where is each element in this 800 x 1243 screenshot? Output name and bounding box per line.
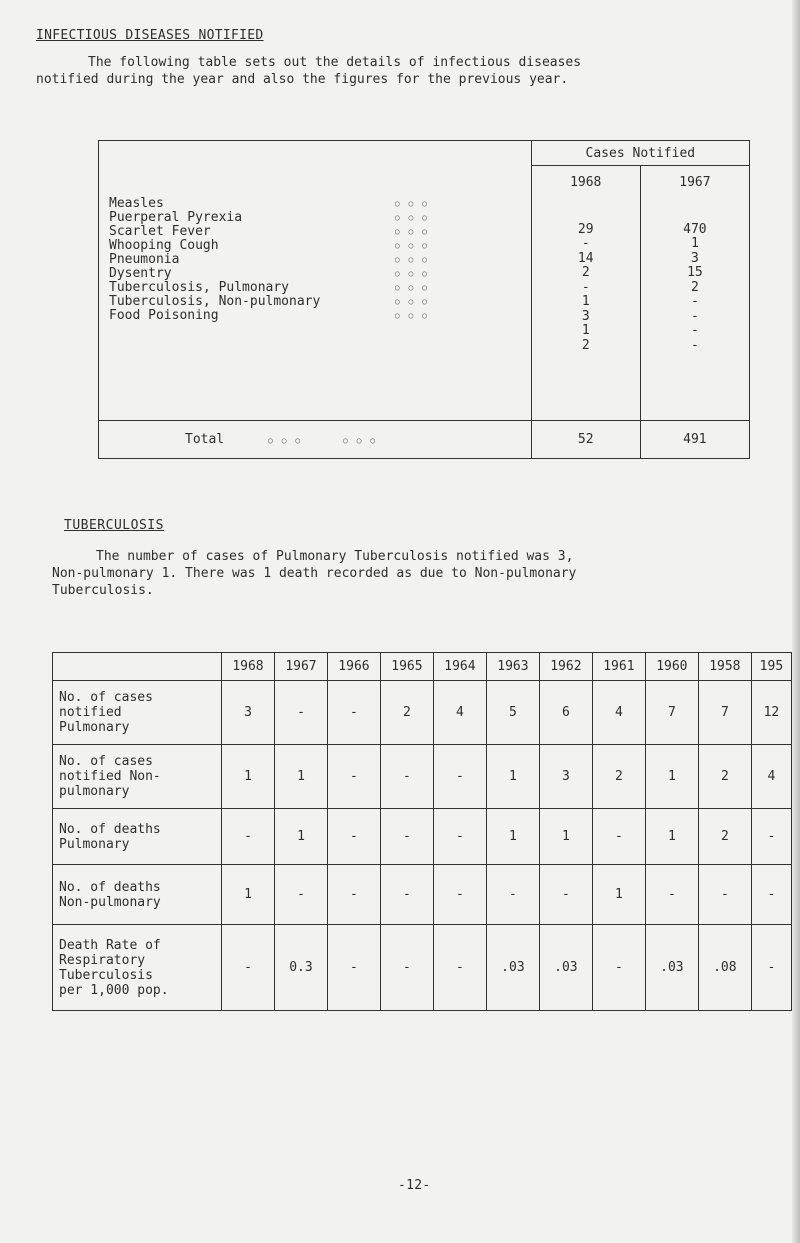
tb-value: - [539,865,592,925]
disease-name: Puerperal Pyrexia [109,210,243,225]
tb-row-label [53,745,222,809]
tb-value: - [486,865,539,925]
cases-value: - [690,294,699,309]
tb-row [53,809,792,865]
tb-value: 7 [645,681,698,745]
tb-value: - [751,809,791,865]
total-1967: 491 [640,421,749,459]
tb-row-label-line: Respiratory [59,952,146,968]
tb-value: - [433,809,486,865]
tb-value: 4 [592,681,645,745]
cases-value: - [690,308,699,324]
disease-name: Tuberculosis, Non-pulmonary [109,294,321,309]
disease-row: Tuberculosis, Pulmonary ○ ○ ○ [109,280,429,295]
disease-name: Dysentry [109,266,172,281]
tb-value: - [327,925,380,1011]
tb-value: - [327,809,380,865]
cases-value: 3 [690,250,699,266]
cases-value: 1 [690,236,699,251]
tb-value: .08 [698,925,751,1011]
year-header: 1962 [539,653,592,681]
cases-value: 2 [581,265,590,280]
tb-value: 1 [539,809,592,865]
tb-row-label-line: per 1,000 pop. [59,982,169,998]
tb-value: - [751,925,791,1011]
tb-para-line-3: Tuberculosis. [52,583,154,598]
cases-value: 470 [683,221,707,237]
tb-value: 1 [222,745,275,809]
tb-value: - [380,865,433,925]
tb-value: 4 [433,681,486,745]
tuberculosis-table [52,652,792,1011]
tb-para-line-2: Non-pulmonary 1. There was 1 death recorded as due to Non-pulmonary [52,566,577,581]
tb-row-label-line: notified Non- [59,769,161,784]
tb-value: .03 [645,925,698,1011]
year-header: 195 [751,653,791,681]
year-header: 1960 [645,653,698,681]
disease-row: Tuberculosis, Non-pulmonary ○ ○ ○ [109,294,429,309]
tb-value: 5 [486,681,539,745]
disease-row: Measles ○ ○ ○ [109,196,429,211]
disease-name: Whooping Cough [109,238,219,253]
notifications-table [98,140,750,459]
tb-value: 1 [222,865,275,925]
tb-value: - [433,745,486,809]
tb-value: - [380,925,433,1011]
tb-value: - [645,865,698,925]
tb-value: - [433,865,486,925]
year-header: 1966 [327,653,380,681]
cases-notified-header: Cases Notified [531,141,749,166]
tb-value: 0.3 [274,925,327,1011]
disease-row: Scarlet Fever ○ ○ ○ [109,224,429,239]
disease-row: Pneumonia ○ ○ ○ [109,252,429,267]
year-header: 1964 [433,653,486,681]
tb-row-label [53,809,222,865]
tb-row-label-line: Non-pulmonary [59,894,161,910]
col-1967 [640,166,749,421]
tb-value: 1 [274,809,327,865]
disease-name: Measles [109,196,164,211]
tb-row-label-line: Death Rate of [59,937,161,953]
tb-value: - [751,865,791,925]
cases-value: 1 [581,323,590,338]
year-header: 1958 [698,653,751,681]
tb-value: - [222,925,275,1011]
tb-value: - [592,925,645,1011]
tb-value: - [433,925,486,1011]
cases-value: - [690,337,699,353]
year-header: 1965 [380,653,433,681]
tb-value: 2 [592,745,645,809]
tb-value: 1 [592,865,645,925]
tb-row-label-line: pulmonary [59,784,130,799]
total-label: Total [185,432,225,447]
tb-row-label-line: Tuberculosis [59,967,153,983]
tb-value: - [592,809,645,865]
tb-row-label [53,925,222,1011]
tb-row-label-line: No. of deaths [59,821,161,837]
tb-row [53,681,792,745]
tb-row-label-line: No. of cases [59,754,153,769]
tb-value: 3 [539,745,592,809]
tb-value: - [380,745,433,809]
year-header: 1961 [592,653,645,681]
cases-value: - [581,236,590,251]
tb-value: 2 [698,809,751,865]
tb-row [53,745,792,809]
tb-value: 2 [380,681,433,745]
tb-value: 1 [274,745,327,809]
disease-name: Scarlet Fever [109,224,211,239]
col-1968 [531,166,640,421]
tb-value: .03 [539,925,592,1011]
cases-value: 1 [581,294,590,309]
tb-value: 2 [698,745,751,809]
total-row: Total ○ ○ ○ ○ ○ ○ [99,421,532,459]
tb-row [53,865,792,925]
tb-value: - [274,865,327,925]
tb-value: 4 [751,745,791,809]
tb-row-label [53,681,222,745]
disease-name: Pneumonia [109,252,180,267]
disease-row: Whooping Cough ○ ○ ○ [109,238,429,253]
year-header: 1967 [274,653,327,681]
disease-list-cell [99,141,532,421]
tb-value: 1 [645,809,698,865]
tb-row-label-line: No. of deaths [59,879,161,895]
tb-value: - [327,681,380,745]
tb-row-label-line: notified [59,705,122,720]
tb-value: - [380,809,433,865]
tuberculosis-heading: TUBERCULOSIS [64,518,164,533]
tb-value: - [327,865,380,925]
tb-row-label-line: Pulmonary [59,836,130,852]
intro-line-2: notified during the year and also the figures for the previous year. [36,72,569,87]
tb-value: - [327,745,380,809]
tb-value: 7 [698,681,751,745]
tb-para-line-1: The number of cases of Pulmonary Tuberculosis notified was 3, [96,549,574,564]
cases-value: 29 [577,221,594,237]
cases-value: 2 [581,337,590,353]
tb-value: 1 [486,809,539,865]
total-1968: 52 [531,421,640,459]
tb-value: 1 [645,745,698,809]
cases-value: - [690,323,699,338]
cases-value: 2 [690,279,699,295]
tb-value: 1 [486,745,539,809]
tb-value: .03 [486,925,539,1011]
tb-value: - [274,681,327,745]
disease-row: Food Poisoning ○ ○ ○ [109,308,429,323]
disease-name: Food Poisoning [109,308,219,323]
tb-value: - [698,865,751,925]
tb-row-label-line: No. of cases [59,690,153,705]
year-header: 1963 [486,653,539,681]
corner-cell [53,653,222,681]
tb-value: - [222,809,275,865]
tb-row-label [53,865,222,925]
tb-row [53,925,792,1011]
disease-row: Dysentry ○ ○ ○ [109,266,429,281]
cases-value: 3 [581,308,590,324]
page-edge-shadow [792,0,800,1243]
year-1967-header: 1967 [679,175,711,190]
cases-value: 15 [687,265,703,280]
year-1968-header: 1968 [570,175,602,190]
page-number: -12- [398,1178,431,1193]
page-title: INFECTIOUS DISEASES NOTIFIED [36,28,264,43]
year-header: 1968 [222,653,275,681]
disease-name: Tuberculosis, Pulmonary [109,280,290,295]
intro-line-1: The following table sets out the details of infectious diseases [88,55,582,70]
cases-value: - [581,279,590,295]
disease-row: Puerperal Pyrexia ○ ○ ○ [109,210,429,225]
tb-value: 12 [751,681,791,745]
tb-value: 3 [222,681,275,745]
cases-value: 14 [577,250,594,266]
tb-row-label-line: Pulmonary [59,720,130,735]
tb-value: 6 [539,681,592,745]
